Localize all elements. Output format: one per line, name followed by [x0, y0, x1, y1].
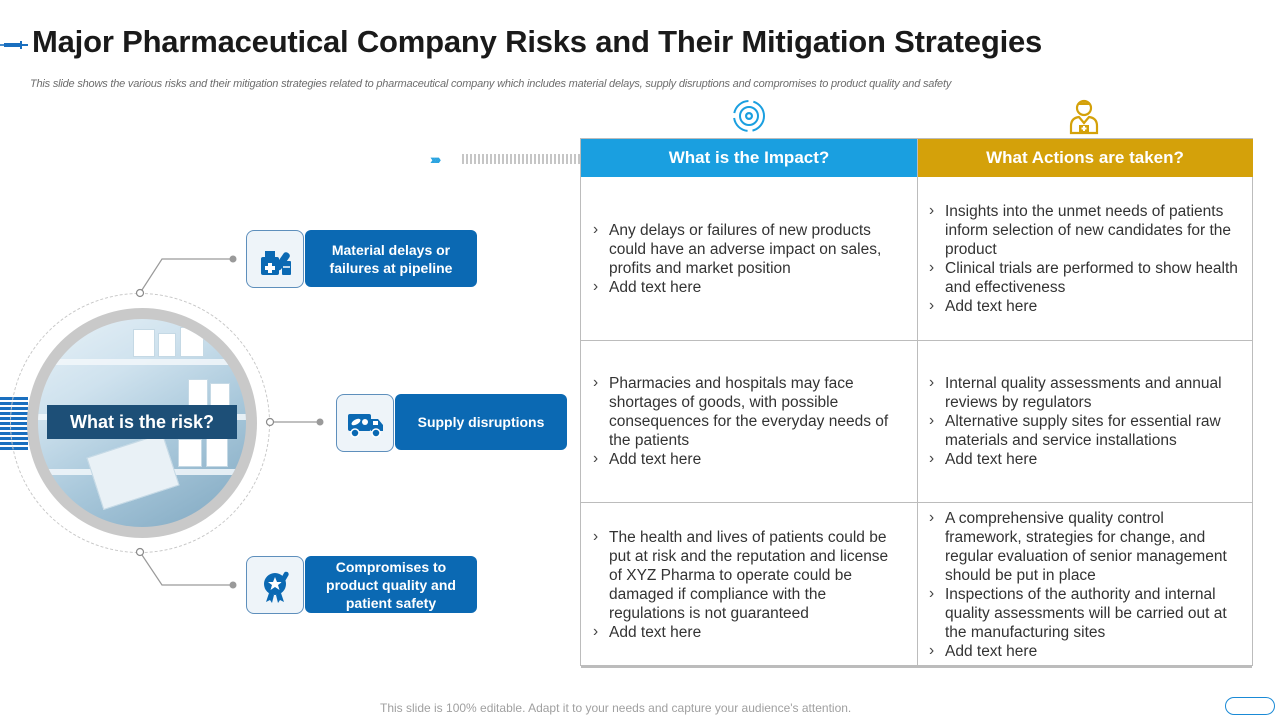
center-risk-label: What is the risk?	[47, 405, 237, 439]
pharmacy-box-icon	[255, 239, 295, 279]
table-cell-actions-3	[917, 503, 1253, 667]
list-item: › Add text here	[593, 623, 903, 642]
risk-icon-box-1	[246, 230, 304, 288]
chevrons-right-icon: ›››››	[430, 151, 439, 167]
table-cell-actions-2	[917, 341, 1253, 502]
list-item: › Alternative supply sites for essential raw materials and service installations	[929, 412, 1239, 450]
list-item: › Add text here	[593, 450, 903, 469]
list-item: › Insights into the unmet needs of patients inform selection of new candidates for the product	[929, 202, 1239, 259]
list-item: › A comprehensive quality control framework, strategies for change, and regular evaluation of senior management should be put in place	[929, 509, 1239, 585]
quality-badge-icon	[255, 565, 295, 605]
footer-note: This slide is 100% editable. Adapt it to your needs and capture your audience's attention.	[380, 701, 852, 715]
risk-button-material-delays[interactable]: Material delays or failures at pipeline	[305, 230, 477, 287]
list-item: › Any delays or failures of new products could have an adverse impact on sales, profits and market position	[593, 221, 903, 278]
delivery-truck-icon	[345, 403, 385, 443]
table-cell-actions-1	[917, 177, 1253, 340]
table-cell-impact-3	[581, 503, 917, 667]
table-cell-impact-1	[581, 177, 917, 340]
impact-column-header: What is the Impact?	[581, 139, 917, 177]
table-cell-impact-2	[581, 341, 917, 502]
list-item: › Add text here	[929, 450, 1239, 469]
list-item: › Inspections of the authority and internal quality assessments will be carried out at the manufacturing sites	[929, 585, 1239, 642]
impact-gear-icon	[732, 99, 766, 133]
list-item: › Pharmacies and hospitals may face shortages of goods, with possible consequences for the everyday needs of the patients	[593, 374, 903, 450]
dotted-divider	[462, 154, 580, 164]
list-item: › Clinical trials are performed to show health and effectiveness	[929, 259, 1239, 297]
risk-button-supply-disruptions[interactable]: Supply disruptions	[395, 394, 567, 450]
page-title: Major Pharmaceutical Company Risks and Their Mitigation Strategies	[32, 24, 1043, 59]
page-subtitle: This slide shows the various risks and their mitigation strategies related to pharmaceutical company which includes material delays, supply disruptions and compromises to product quality and safety	[30, 78, 952, 90]
risk-icon-box-2	[336, 394, 394, 452]
list-item: › Add text here	[929, 297, 1239, 316]
risk-button-quality-safety[interactable]: Compromises to product quality and patient safety	[305, 556, 477, 613]
list-item: › The health and lives of patients could be put at risk and the reputation and license of XYZ Pharma to operate could be damaged if compliance with the regulations is not guaranteed	[593, 528, 903, 623]
list-item: › Add text here	[929, 642, 1239, 661]
doctor-icon	[1068, 97, 1100, 135]
risk-mitigation-table	[580, 138, 1253, 666]
list-item: › Add text here	[593, 278, 903, 297]
nav-pill-button[interactable]	[1225, 697, 1275, 715]
actions-column-header: What Actions are taken?	[917, 139, 1253, 177]
list-item: › Internal quality assessments and annual reviews by regulators	[929, 374, 1239, 412]
risk-icon-box-3	[246, 556, 304, 614]
